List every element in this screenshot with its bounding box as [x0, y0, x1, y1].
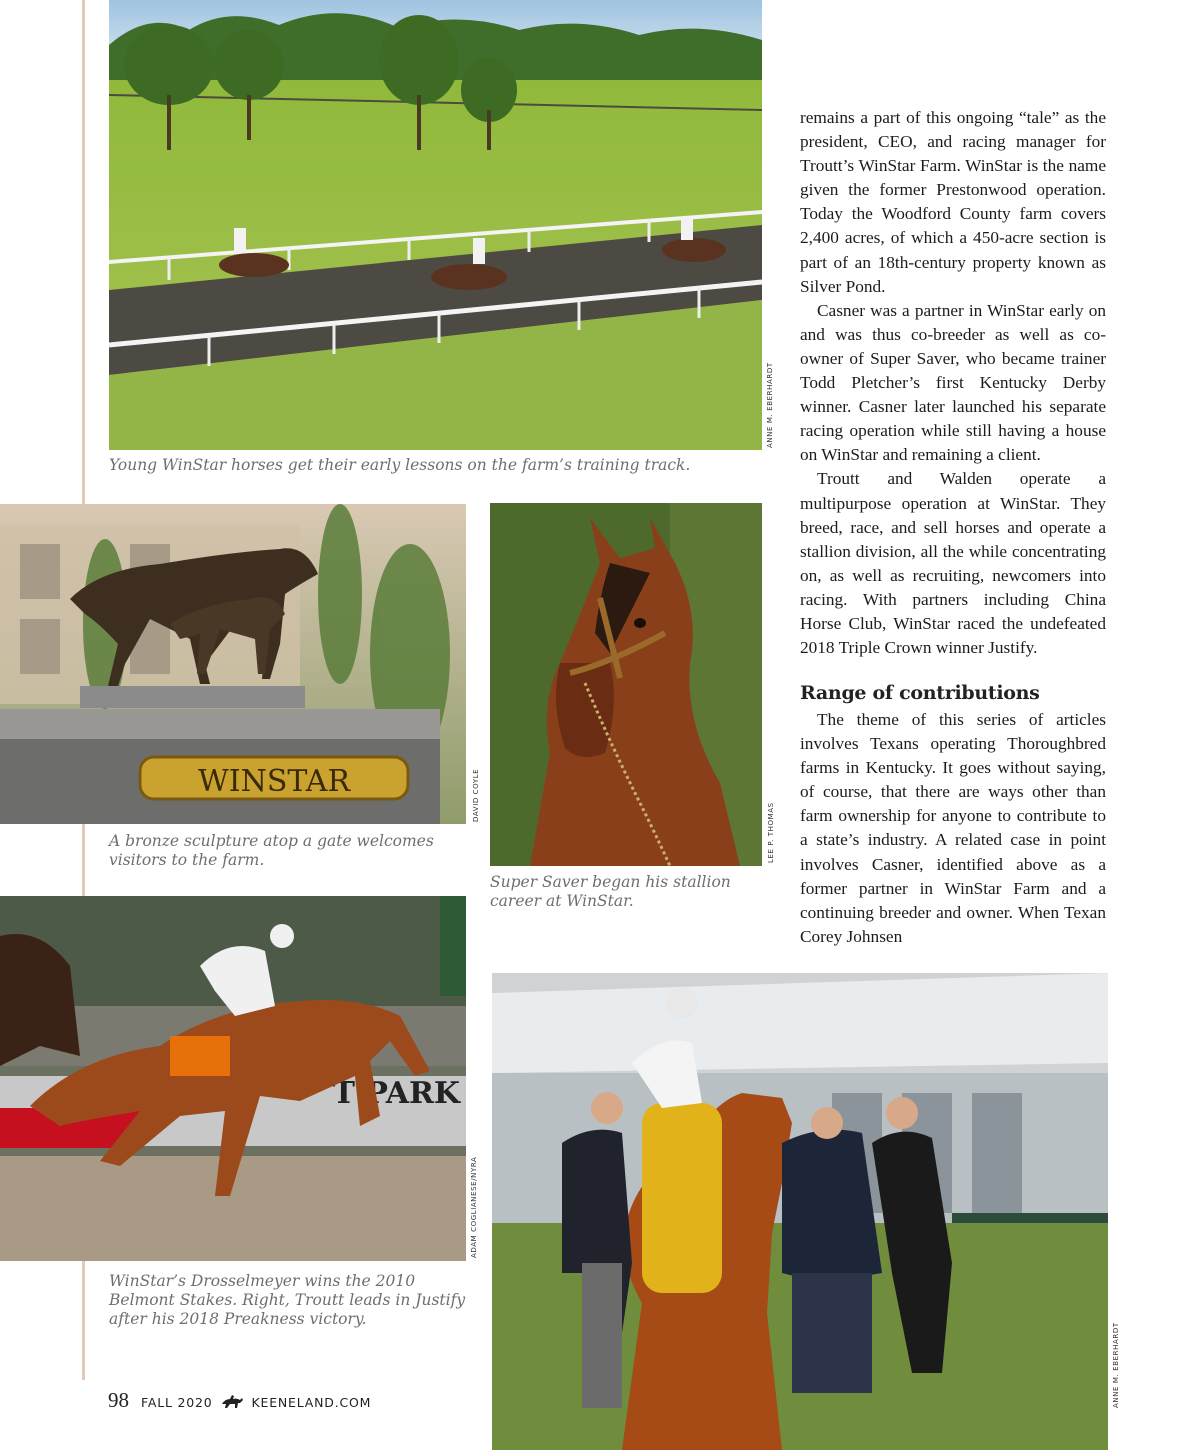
- website-label: KEENELAND.COM: [251, 1395, 372, 1410]
- super-saver-caption: Super Saver began his stallion career at WinStar.: [490, 873, 731, 910]
- justify-credit: ANNE M. EBERHARDT: [1112, 1322, 1120, 1408]
- drosselmeyer-photo: [0, 896, 466, 1261]
- sculpture-credit: DAVID COYLE: [472, 768, 480, 822]
- training-track-credit: ANNE M. EBERHARDT: [766, 362, 774, 448]
- sculpture-caption: A bronze sculpture atop a gate welcomes visitors to the farm.: [109, 832, 434, 869]
- article-paragraph: Troutt and Walden operate a multipurpose operation at WinStar. They breed, race, and sell horses and operate a stallion division, all the while concentrating on, as well as recruiting, newcomers into racing. With partners including China Horse Club, WinStar raced the undefeated 2018 Triple Crown winner Justify.: [800, 469, 1106, 658]
- super-saver-photo: [490, 503, 762, 866]
- page-footer: [108, 1388, 371, 1413]
- winstar-plaque-text: WINSTAR: [197, 764, 351, 799]
- training-track-caption: Young WinStar horses get their early lessons on the farm’s training track.: [109, 456, 691, 474]
- training-track-photo: [109, 0, 762, 450]
- page-number: 98: [108, 1388, 129, 1412]
- track-sign-text: T PARK: [332, 1076, 460, 1111]
- article-paragraph: Casner was a partner in WinStar early on and was thus co-breeder as well as co-owner of Super Saver, who became trainer Todd Pletcher’s first Kentucky Derby winner. Casner later launched his separate racing operation while still having a house on WinStar and remaining a client.: [800, 300, 1106, 465]
- issue-label: FALL 2020: [141, 1395, 213, 1410]
- article-column-top: [800, 106, 1106, 660]
- article-paragraph: The theme of this series of articles involves Texans operating Thoroughbred farms in Kentucky. It goes without saying, of course, that there are ways other than farm ownership for anyone to contribute to a state’s industry. A related case in point involves Casner, identified above as a former partner in WinStar Farm and a continuing breeder and owner. When Texan Corey Johnsen: [800, 710, 1106, 946]
- article-column-bottom: [800, 708, 1106, 949]
- super-saver-credit: LEE P. THOMAS: [767, 802, 775, 863]
- drosselmeyer-credit: ADAM COGLIANESE/NYRA: [470, 1156, 478, 1258]
- article-paragraph: remains a part of this ongoing “tale” as the president, CEO, and racing manager for Troutt’s WinStar Farm. WinStar is the name given the former Prestonwood operation. Today the Woodford County farm covers 2,400 acres, of which a 450-acre section is part of an 18th-century property known as Silver Pond.: [800, 108, 1106, 296]
- sculpture-photo: [0, 504, 466, 824]
- horse-and-rider-icon: [220, 1392, 244, 1410]
- justify-preakness-photo: [492, 973, 1108, 1450]
- section-subhead: Range of contributions: [800, 682, 1040, 704]
- drosselmeyer-justify-caption: WinStar’s Drosselmeyer wins the 2010 Belmont Stakes. Right, Troutt leads in Justify after his 2018 Preakness victory.: [109, 1272, 466, 1328]
